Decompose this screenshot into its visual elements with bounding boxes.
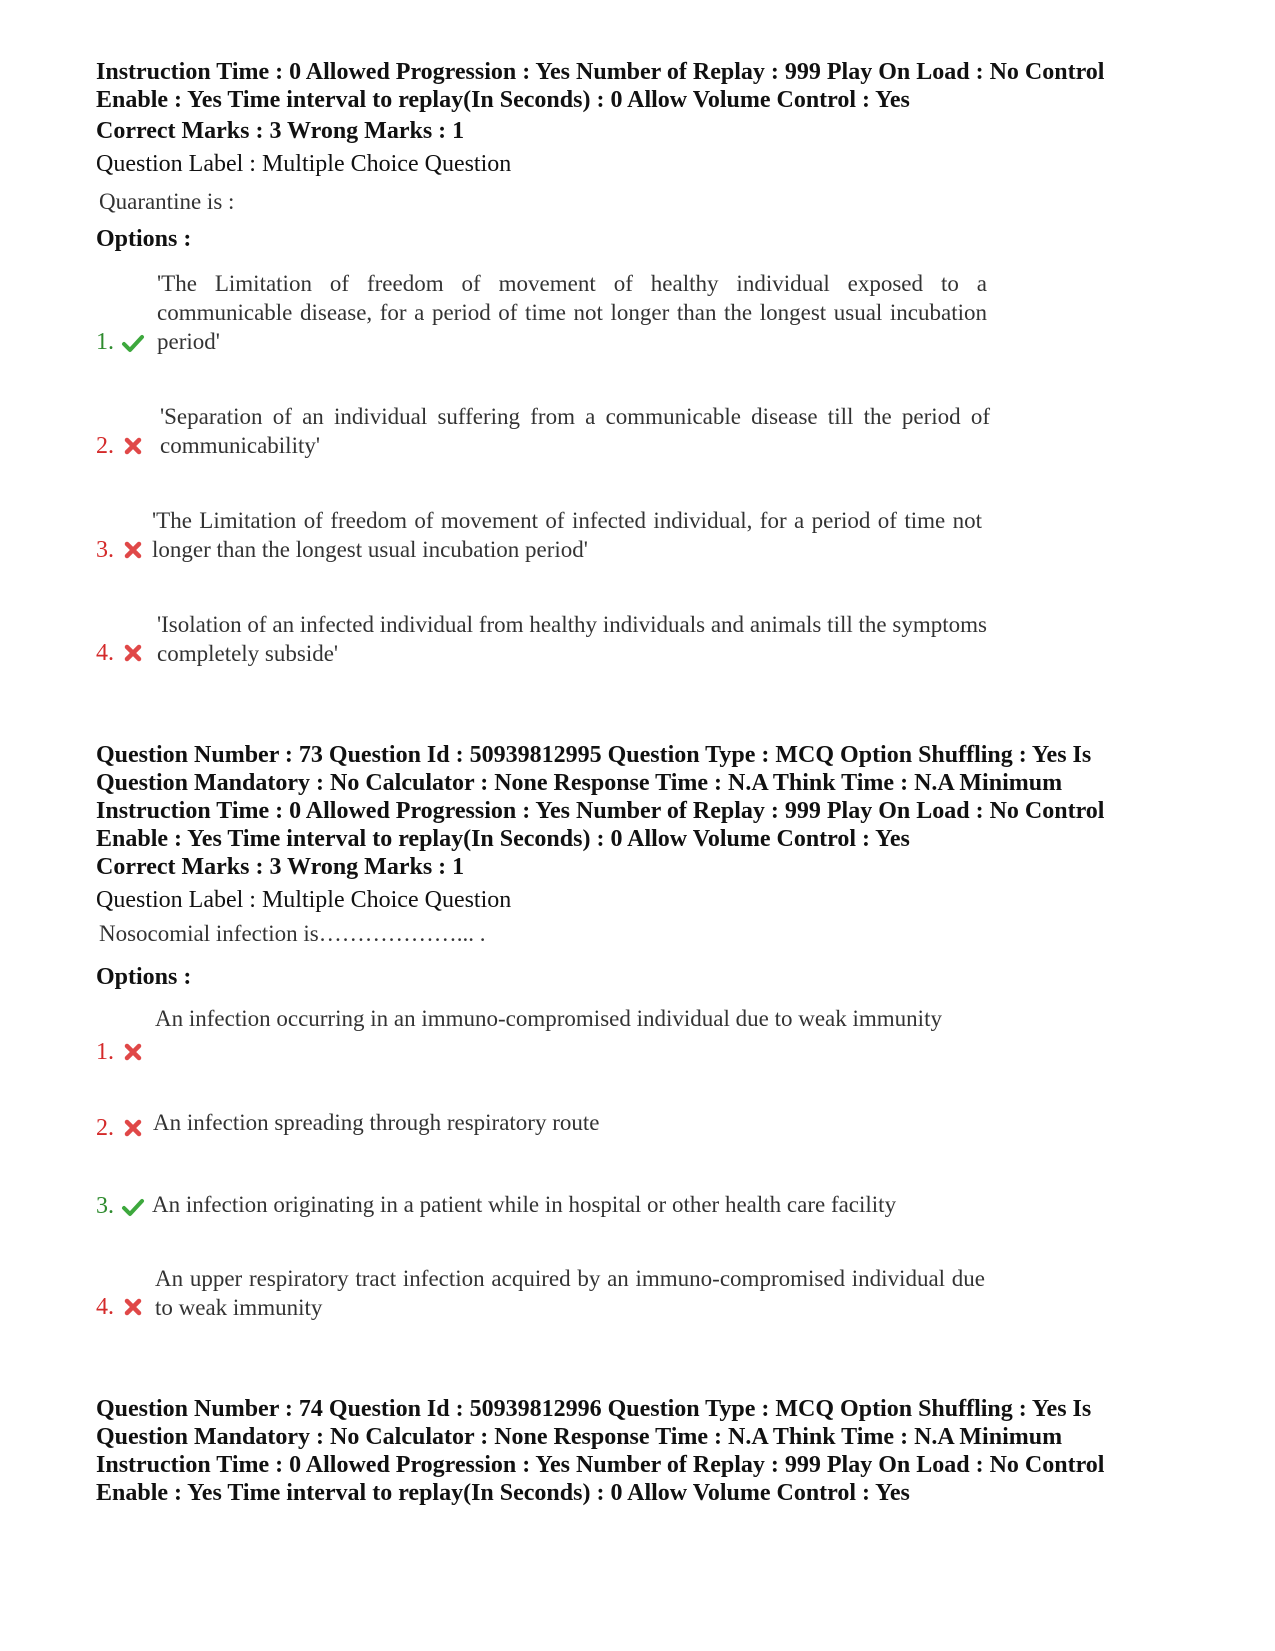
metadata-line: Question Mandatory : No Calculator : None Response Time : N.A Think Time : N.A Minimum [96, 1424, 1063, 1450]
option-text: 'Isolation of an infected individual from healthy individuals and animals till the symptoms completely subside' [157, 612, 987, 666]
option-text: An infection originating in a patient while in hospital or other health care facility [152, 1192, 897, 1217]
option-number: 4. [96, 640, 114, 666]
question-metadata [96, 1395, 1196, 1507]
option-text: An infection occurring in an immuno-compromised individual due to weak immunity [155, 1006, 942, 1031]
metadata-line: Question Mandatory : No Calculator : None Response Time : N.A Think Time : N.A Minimum [96, 770, 1063, 796]
question-label: Question Label : Multiple Choice Question [96, 887, 512, 913]
option-text: 'The Limitation of freedom of movement of healthy individual exposed to a communicable disease, for a period of time not longer than the longest usual incubation period' [157, 271, 987, 354]
option-number: 2. [96, 1115, 114, 1141]
question-text: Quarantine is : [99, 189, 235, 214]
question-label: Question Label : Multiple Choice Question [96, 151, 512, 177]
metadata-line: Instruction Time : 0 Allowed Progression : Yes Number of Replay : 999 Play On Load : No Control [96, 1452, 1105, 1478]
metadata-line: Question Number : 73 Question Id : 50939812995 Question Type : MCQ Option Shuffling : Yes Is [96, 742, 1092, 768]
check-icon [121, 331, 145, 355]
check-icon [121, 1195, 145, 1219]
option-number: 2. [96, 433, 114, 459]
metadata-line: Enable : Yes Time interval to replay(In Seconds) : 0 Allow Volume Control : Yes [96, 87, 910, 113]
options-heading: Options : [96, 964, 192, 990]
metadata-line: Instruction Time : 0 Allowed Progression : Yes Number of Replay : 999 Play On Load : No Control [96, 798, 1105, 824]
metadata-line: Question Number : 74 Question Id : 50939812996 Question Type : MCQ Option Shuffling : Yes Is [96, 1396, 1092, 1422]
metadata-line: Enable : Yes Time interval to replay(In Seconds) : 0 Allow Volume Control : Yes [96, 1480, 910, 1506]
question-metadata [96, 741, 1196, 853]
metadata-line: Enable : Yes Time interval to replay(In Seconds) : 0 Allow Volume Control : Yes [96, 826, 910, 852]
marks-line: Correct Marks : 3 Wrong Marks : 1 [96, 854, 465, 880]
cross-icon [121, 641, 145, 665]
option-text: An upper respiratory tract infection acquired by an immuno-compromised individual due to weak immunity [155, 1266, 985, 1320]
question-text: Nosocomial infection is………………... . [99, 921, 486, 946]
cross-icon [121, 434, 145, 458]
cross-icon [121, 1295, 145, 1319]
marks-line: Correct Marks : 3 Wrong Marks : 1 [96, 118, 465, 144]
option-number: 1. [96, 1039, 114, 1065]
cross-icon [121, 538, 145, 562]
cross-icon [121, 1116, 145, 1140]
question-metadata [96, 58, 1196, 114]
metadata-line: Instruction Time : 0 Allowed Progression : Yes Number of Replay : 999 Play On Load : No Control [96, 59, 1105, 85]
cross-icon [121, 1040, 145, 1064]
option-number: 3. [96, 537, 114, 563]
option-text: 'The Limitation of freedom of movement of infected individual, for a period of time not longer than the longest usual incubation period' [152, 508, 982, 562]
option-text: 'Separation of an individual suffering from a communicable disease till the period of communicability' [160, 404, 990, 458]
option-number: 1. [96, 329, 114, 355]
options-heading: Options : [96, 226, 192, 252]
option-number: 3. [96, 1193, 114, 1219]
option-text: An infection spreading through respiratory route [153, 1110, 600, 1135]
option-number: 4. [96, 1294, 114, 1320]
